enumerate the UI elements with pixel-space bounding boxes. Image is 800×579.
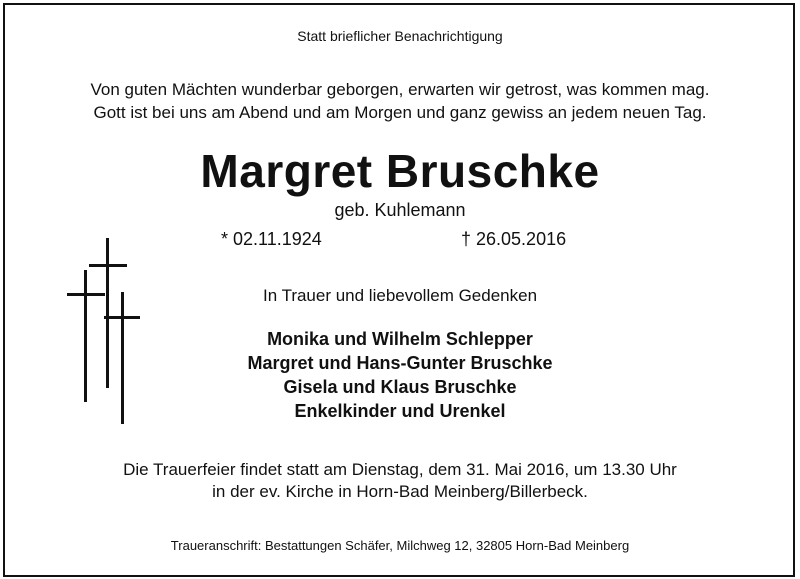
deceased-name: Margret Bruschke — [200, 145, 600, 197]
mourning-intro: In Trauer und liebevollem Gedenken — [262, 286, 538, 305]
header-notice: Statt brieflicher Benachrichtigung — [297, 28, 503, 44]
family-line-2: Margret und Hans-Gunter Bruschke — [247, 353, 553, 373]
ceremony-line-2: in der ev. Kirche in Horn-Bad Meinberg/Billerbeck. — [212, 482, 588, 501]
family-line-3: Gisela und Klaus Bruschke — [283, 377, 517, 397]
poem-line-1: Von guten Mächten wunderbar geborgen, erwarten wir getrost, was kommen mag. — [90, 80, 710, 99]
cross-middle-horizontal — [89, 264, 127, 267]
family-line-1: Monika und Wilhelm Schlepper — [267, 329, 533, 349]
death-date: † 26.05.2016 — [461, 229, 567, 249]
birth-date: * 02.11.1924 — [221, 229, 322, 249]
footer-address: Traueranschrift: Bestattungen Schäfer, Milchweg 12, 32805 Horn-Bad Meinberg — [170, 538, 630, 553]
ceremony-line-1: Die Trauerfeier findet statt am Dienstag, dem 31. Mai 2016, um 13.30 Uhr — [123, 460, 677, 479]
poem-line-2: Gott ist bei uns am Abend und am Morgen und ganz gewiss an jedem neuen Tag. — [93, 103, 707, 122]
family-line-4: Enkelkinder und Urenkel — [294, 401, 506, 421]
cross-right-horizontal — [104, 316, 140, 319]
maiden-name: geb. Kuhlemann — [334, 200, 466, 220]
